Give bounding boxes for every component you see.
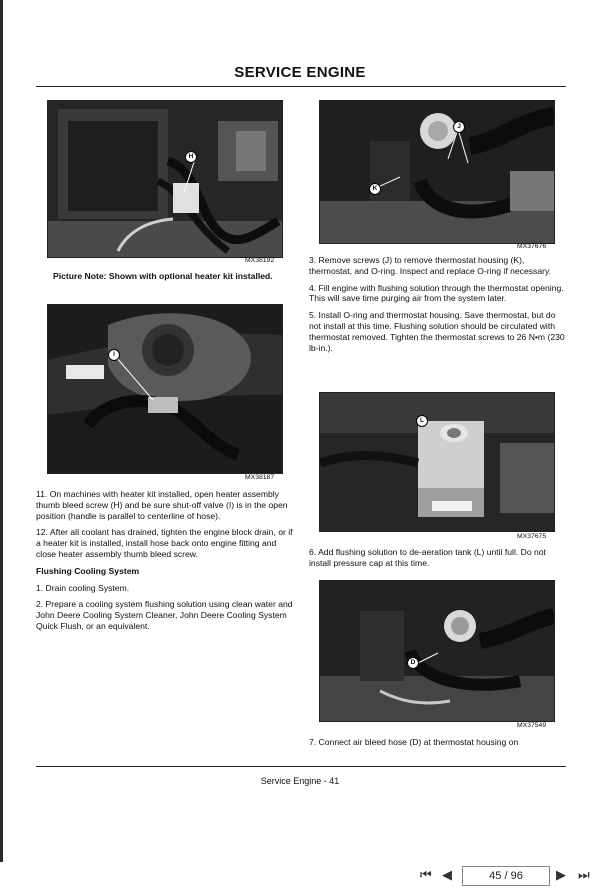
step-12: 12. After all coolant has drained, tighten the engine block drain, or if a heater kit is installed, install hose back onto engine fitting and close heater assembly thumb bleed screw.	[36, 527, 293, 559]
figure-code: MX38192	[245, 257, 275, 264]
figure-code: MX37676	[517, 243, 547, 250]
page-footer: Service Engine - 41	[260, 776, 340, 786]
figure-photo	[48, 101, 282, 257]
callout-J: J	[453, 121, 465, 133]
figure-photo	[320, 101, 554, 243]
callout-D: D	[407, 657, 419, 669]
step-7: 7. Connect air bleed hose (D) at thermostat housing on	[309, 737, 519, 747]
step-5: 5. Install O-ring and thermostat housing. Save thermostat, but do not install at this time. Flushing solution should be circulated with thermostat removed. Tighten the thermostat screws to 26 N•m (230 lb-in.).	[309, 310, 565, 353]
step-1: 1. Drain cooling System.	[36, 582, 130, 593]
callout-I: I	[108, 349, 120, 361]
step-6: 6. Add flushing solution to de-aeration tank (L) until full. Do not install pressure cap at this time.	[309, 547, 546, 568]
page-title: SERVICE ENGINE	[234, 64, 366, 81]
picture-note: Picture Note: Shown with optional heater kit installed.	[53, 271, 273, 281]
figure-photo	[320, 393, 554, 531]
figure-deaeration-tank	[319, 392, 555, 532]
title-rule	[36, 86, 566, 87]
figure-photo	[320, 581, 554, 721]
step-3: 3. Remove screws (J) to remove thermostat housing (K), thermostat, and O-ring. Inspect and replace O-ring if necessary.	[309, 255, 552, 276]
left-column-text	[36, 489, 294, 638]
callout-K: K	[369, 183, 381, 195]
page-edge	[0, 0, 3, 888]
step-11: 11. On machines with heater kit installed, open heater assembly thumb bleed screw (H) and be sure shut-off valve (I) is in the open position (handle is parallel to centerline of hose).	[36, 489, 288, 521]
figure-code: MX37675	[517, 533, 547, 540]
figure-code: MX37549	[517, 722, 547, 729]
right-column-text-3	[309, 737, 565, 754]
last-page-icon[interactable]: ⏭	[578, 867, 590, 882]
page-number-input[interactable]: 45 / 96	[462, 866, 550, 886]
callout-L: L	[416, 415, 428, 427]
figure-shutoff-valve	[47, 304, 283, 474]
section-heading: Flushing Cooling System	[36, 565, 140, 576]
first-page-icon[interactable]: ⏮	[420, 867, 432, 882]
step-4: 4. Fill engine with flushing solution through the thermostat opening. This will save time purging air from the system later.	[309, 282, 564, 304]
prev-page-icon[interactable]: ◀	[442, 867, 452, 882]
figure-thermostat-housing	[319, 100, 555, 244]
right-column-text-1	[309, 255, 565, 359]
right-column-text-2	[309, 547, 565, 575]
footer-rule	[36, 766, 566, 767]
callout-H: H	[185, 151, 197, 163]
step-2: 2. Prepare a cooling system flushing solution using clean water and John Deere Cooling System Cleaner, John Deere Cooling System Quick Flush, or an equivalent.	[36, 599, 293, 631]
figure-heater-bleed-screw	[47, 100, 283, 258]
next-page-icon[interactable]: ▶	[556, 867, 566, 882]
figure-photo	[48, 305, 282, 473]
figure-air-bleed-hose	[319, 580, 555, 722]
figure-code: MX38187	[245, 474, 275, 481]
